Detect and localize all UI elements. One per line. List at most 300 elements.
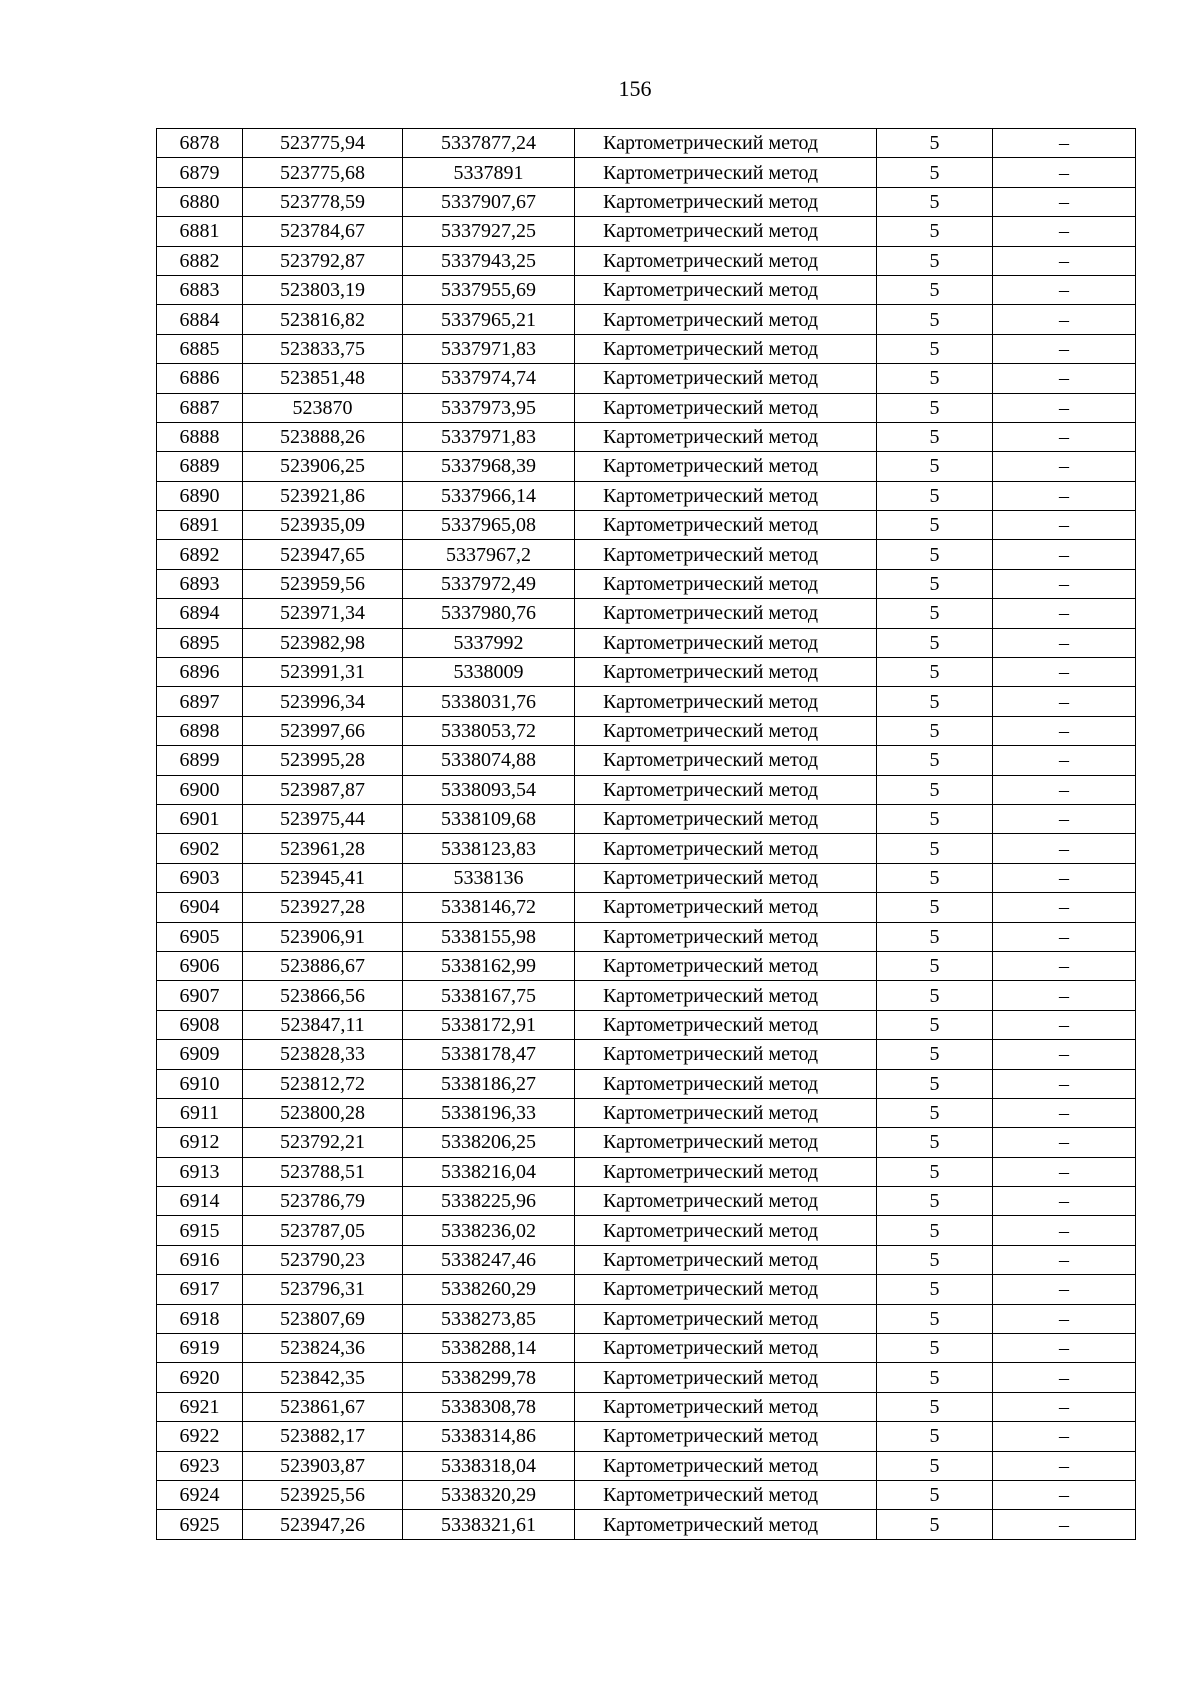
point-number-cell: 6922 bbox=[157, 1422, 243, 1451]
method-cell: Картометрический метод bbox=[575, 569, 877, 598]
x-coordinate-cell: 523945,41 bbox=[243, 863, 403, 892]
x-coordinate-cell: 523775,94 bbox=[243, 129, 403, 158]
method-cell: Картометрический метод bbox=[575, 1304, 877, 1333]
x-coordinate-cell: 523982,98 bbox=[243, 628, 403, 657]
method-cell: Картометрический метод bbox=[575, 951, 877, 980]
point-number-cell: 6914 bbox=[157, 1187, 243, 1216]
method-cell: Картометрический метод bbox=[575, 1040, 877, 1069]
x-coordinate-cell: 523778,59 bbox=[243, 187, 403, 216]
x-coordinate-cell: 523921,86 bbox=[243, 481, 403, 510]
x-coordinate-cell: 523888,26 bbox=[243, 422, 403, 451]
table-row bbox=[157, 1334, 1136, 1363]
x-coordinate-cell: 523786,79 bbox=[243, 1187, 403, 1216]
method-cell: Картометрический метод bbox=[575, 1245, 877, 1274]
method-cell: Картометрический метод bbox=[575, 217, 877, 246]
note-cell: – bbox=[993, 305, 1136, 334]
y-coordinate-cell: 5337973,95 bbox=[403, 393, 575, 422]
y-coordinate-cell: 5337980,76 bbox=[403, 599, 575, 628]
method-cell: Картометрический метод bbox=[575, 305, 877, 334]
note-cell: – bbox=[993, 1157, 1136, 1186]
note-cell: – bbox=[993, 364, 1136, 393]
table-row bbox=[157, 393, 1136, 422]
note-cell: – bbox=[993, 1275, 1136, 1304]
note-cell: – bbox=[993, 481, 1136, 510]
table-row bbox=[157, 1480, 1136, 1509]
note-cell: – bbox=[993, 628, 1136, 657]
point-number-cell: 6925 bbox=[157, 1510, 243, 1539]
note-cell: – bbox=[993, 1392, 1136, 1421]
point-number-cell: 6884 bbox=[157, 305, 243, 334]
accuracy-cell: 5 bbox=[877, 1275, 993, 1304]
accuracy-cell: 5 bbox=[877, 129, 993, 158]
x-coordinate-cell: 523975,44 bbox=[243, 804, 403, 833]
method-cell: Картометрический метод bbox=[575, 599, 877, 628]
x-coordinate-cell: 523903,87 bbox=[243, 1451, 403, 1480]
point-number-cell: 6899 bbox=[157, 746, 243, 775]
accuracy-cell: 5 bbox=[877, 1010, 993, 1039]
accuracy-cell: 5 bbox=[877, 334, 993, 363]
note-cell: – bbox=[993, 129, 1136, 158]
table-row bbox=[157, 804, 1136, 833]
y-coordinate-cell: 5337877,24 bbox=[403, 129, 575, 158]
method-cell: Картометрический метод bbox=[575, 775, 877, 804]
table-row bbox=[157, 687, 1136, 716]
y-coordinate-cell: 5337965,21 bbox=[403, 305, 575, 334]
x-coordinate-cell: 523807,69 bbox=[243, 1304, 403, 1333]
x-coordinate-cell: 523816,82 bbox=[243, 305, 403, 334]
x-coordinate-cell: 523842,35 bbox=[243, 1363, 403, 1392]
accuracy-cell: 5 bbox=[877, 951, 993, 980]
point-number-cell: 6887 bbox=[157, 393, 243, 422]
y-coordinate-cell: 5337891 bbox=[403, 158, 575, 187]
point-number-cell: 6912 bbox=[157, 1128, 243, 1157]
accuracy-cell: 5 bbox=[877, 1069, 993, 1098]
table-row bbox=[157, 951, 1136, 980]
accuracy-cell: 5 bbox=[877, 834, 993, 863]
table-row bbox=[157, 834, 1136, 863]
point-number-cell: 6894 bbox=[157, 599, 243, 628]
y-coordinate-cell: 5338318,04 bbox=[403, 1451, 575, 1480]
table-row bbox=[157, 1510, 1136, 1539]
point-number-cell: 6920 bbox=[157, 1363, 243, 1392]
note-cell: – bbox=[993, 746, 1136, 775]
method-cell: Картометрический метод bbox=[575, 393, 877, 422]
point-number-cell: 6917 bbox=[157, 1275, 243, 1304]
table-row bbox=[157, 1304, 1136, 1333]
method-cell: Картометрический метод bbox=[575, 1128, 877, 1157]
table-row bbox=[157, 187, 1136, 216]
table-row bbox=[157, 922, 1136, 951]
point-number-cell: 6915 bbox=[157, 1216, 243, 1245]
point-number-cell: 6900 bbox=[157, 775, 243, 804]
method-cell: Картометрический метод bbox=[575, 452, 877, 481]
accuracy-cell: 5 bbox=[877, 716, 993, 745]
method-cell: Картометрический метод bbox=[575, 922, 877, 951]
y-coordinate-cell: 5338288,14 bbox=[403, 1334, 575, 1363]
method-cell: Картометрический метод bbox=[575, 187, 877, 216]
note-cell: – bbox=[993, 422, 1136, 451]
point-number-cell: 6893 bbox=[157, 569, 243, 598]
point-number-cell: 6889 bbox=[157, 452, 243, 481]
point-number-cell: 6878 bbox=[157, 129, 243, 158]
table-row bbox=[157, 246, 1136, 275]
note-cell: – bbox=[993, 1040, 1136, 1069]
point-number-cell: 6904 bbox=[157, 893, 243, 922]
accuracy-cell: 5 bbox=[877, 658, 993, 687]
accuracy-cell: 5 bbox=[877, 511, 993, 540]
table-row bbox=[157, 364, 1136, 393]
point-number-cell: 6885 bbox=[157, 334, 243, 363]
table-row bbox=[157, 1187, 1136, 1216]
point-number-cell: 6921 bbox=[157, 1392, 243, 1421]
y-coordinate-cell: 5338123,83 bbox=[403, 834, 575, 863]
y-coordinate-cell: 5338172,91 bbox=[403, 1010, 575, 1039]
point-number-cell: 6903 bbox=[157, 863, 243, 892]
method-cell: Картометрический метод bbox=[575, 1451, 877, 1480]
table-row bbox=[157, 275, 1136, 304]
y-coordinate-cell: 5337992 bbox=[403, 628, 575, 657]
y-coordinate-cell: 5337955,69 bbox=[403, 275, 575, 304]
note-cell: – bbox=[993, 452, 1136, 481]
method-cell: Картометрический метод bbox=[575, 746, 877, 775]
method-cell: Картометрический метод bbox=[575, 1422, 877, 1451]
accuracy-cell: 5 bbox=[877, 863, 993, 892]
note-cell: – bbox=[993, 1069, 1136, 1098]
accuracy-cell: 5 bbox=[877, 1334, 993, 1363]
method-cell: Картометрический метод bbox=[575, 1363, 877, 1392]
y-coordinate-cell: 5338053,72 bbox=[403, 716, 575, 745]
point-number-cell: 6881 bbox=[157, 217, 243, 246]
y-coordinate-cell: 5338299,78 bbox=[403, 1363, 575, 1392]
method-cell: Картометрический метод bbox=[575, 893, 877, 922]
y-coordinate-cell: 5338236,02 bbox=[403, 1216, 575, 1245]
method-cell: Картометрический метод bbox=[575, 158, 877, 187]
point-number-cell: 6907 bbox=[157, 981, 243, 1010]
method-cell: Картометрический метод bbox=[575, 1392, 877, 1421]
table-row bbox=[157, 511, 1136, 540]
note-cell: – bbox=[993, 1216, 1136, 1245]
table-row bbox=[157, 716, 1136, 745]
y-coordinate-cell: 5338320,29 bbox=[403, 1480, 575, 1509]
note-cell: – bbox=[993, 334, 1136, 363]
method-cell: Картометрический метод bbox=[575, 628, 877, 657]
method-cell: Картометрический метод bbox=[575, 481, 877, 510]
x-coordinate-cell: 523947,65 bbox=[243, 540, 403, 569]
accuracy-cell: 5 bbox=[877, 1216, 993, 1245]
table-row bbox=[157, 334, 1136, 363]
accuracy-cell: 5 bbox=[877, 1187, 993, 1216]
point-number-cell: 6890 bbox=[157, 481, 243, 510]
accuracy-cell: 5 bbox=[877, 1392, 993, 1421]
y-coordinate-cell: 5338093,54 bbox=[403, 775, 575, 804]
accuracy-cell: 5 bbox=[877, 599, 993, 628]
x-coordinate-cell: 523775,68 bbox=[243, 158, 403, 187]
table-row bbox=[157, 1128, 1136, 1157]
method-cell: Картометрический метод bbox=[575, 1157, 877, 1186]
y-coordinate-cell: 5338155,98 bbox=[403, 922, 575, 951]
point-number-cell: 6891 bbox=[157, 511, 243, 540]
note-cell: – bbox=[993, 804, 1136, 833]
page-number: 156 bbox=[618, 76, 652, 101]
x-coordinate-cell: 523812,72 bbox=[243, 1069, 403, 1098]
x-coordinate-cell: 523803,19 bbox=[243, 275, 403, 304]
accuracy-cell: 5 bbox=[877, 746, 993, 775]
y-coordinate-cell: 5337971,83 bbox=[403, 334, 575, 363]
x-coordinate-cell: 523947,26 bbox=[243, 1510, 403, 1539]
x-coordinate-cell: 523996,34 bbox=[243, 687, 403, 716]
point-number-cell: 6916 bbox=[157, 1245, 243, 1274]
table-row bbox=[157, 658, 1136, 687]
y-coordinate-cell: 5338136 bbox=[403, 863, 575, 892]
accuracy-cell: 5 bbox=[877, 922, 993, 951]
method-cell: Картометрический метод bbox=[575, 1010, 877, 1039]
note-cell: – bbox=[993, 511, 1136, 540]
accuracy-cell: 5 bbox=[877, 364, 993, 393]
method-cell: Картометрический метод bbox=[575, 658, 877, 687]
point-number-cell: 6898 bbox=[157, 716, 243, 745]
accuracy-cell: 5 bbox=[877, 1098, 993, 1127]
table-row bbox=[157, 1245, 1136, 1274]
table-row bbox=[157, 1216, 1136, 1245]
note-cell: – bbox=[993, 1451, 1136, 1480]
y-coordinate-cell: 5338260,29 bbox=[403, 1275, 575, 1304]
table-row bbox=[157, 599, 1136, 628]
note-cell: – bbox=[993, 1422, 1136, 1451]
note-cell: – bbox=[993, 834, 1136, 863]
y-coordinate-cell: 5338162,99 bbox=[403, 951, 575, 980]
accuracy-cell: 5 bbox=[877, 687, 993, 716]
method-cell: Картометрический метод bbox=[575, 716, 877, 745]
method-cell: Картометрический метод bbox=[575, 540, 877, 569]
x-coordinate-cell: 523790,23 bbox=[243, 1245, 403, 1274]
note-cell: – bbox=[993, 981, 1136, 1010]
method-cell: Картометрический метод bbox=[575, 1334, 877, 1363]
x-coordinate-cell: 523796,31 bbox=[243, 1275, 403, 1304]
x-coordinate-cell: 523833,75 bbox=[243, 334, 403, 363]
x-coordinate-cell: 523787,05 bbox=[243, 1216, 403, 1245]
note-cell: – bbox=[993, 687, 1136, 716]
y-coordinate-cell: 5338247,46 bbox=[403, 1245, 575, 1274]
accuracy-cell: 5 bbox=[877, 275, 993, 304]
x-coordinate-cell: 523971,34 bbox=[243, 599, 403, 628]
y-coordinate-cell: 5337972,49 bbox=[403, 569, 575, 598]
point-number-cell: 6895 bbox=[157, 628, 243, 657]
point-number-cell: 6882 bbox=[157, 246, 243, 275]
point-number-cell: 6880 bbox=[157, 187, 243, 216]
table-row bbox=[157, 1069, 1136, 1098]
x-coordinate-cell: 523987,87 bbox=[243, 775, 403, 804]
x-coordinate-cell: 523792,87 bbox=[243, 246, 403, 275]
point-number-cell: 6913 bbox=[157, 1157, 243, 1186]
accuracy-cell: 5 bbox=[877, 1245, 993, 1274]
accuracy-cell: 5 bbox=[877, 804, 993, 833]
point-number-cell: 6896 bbox=[157, 658, 243, 687]
x-coordinate-cell: 523866,56 bbox=[243, 981, 403, 1010]
point-number-cell: 6909 bbox=[157, 1040, 243, 1069]
x-coordinate-cell: 523792,21 bbox=[243, 1128, 403, 1157]
note-cell: – bbox=[993, 275, 1136, 304]
x-coordinate-cell: 523935,09 bbox=[243, 511, 403, 540]
x-coordinate-cell: 523847,11 bbox=[243, 1010, 403, 1039]
y-coordinate-cell: 5338216,04 bbox=[403, 1157, 575, 1186]
y-coordinate-cell: 5338314,86 bbox=[403, 1422, 575, 1451]
method-cell: Картометрический метод bbox=[575, 422, 877, 451]
accuracy-cell: 5 bbox=[877, 187, 993, 216]
point-number-cell: 6919 bbox=[157, 1334, 243, 1363]
x-coordinate-cell: 523882,17 bbox=[243, 1422, 403, 1451]
table-row bbox=[157, 540, 1136, 569]
y-coordinate-cell: 5337971,83 bbox=[403, 422, 575, 451]
y-coordinate-cell: 5338196,33 bbox=[403, 1098, 575, 1127]
table-row bbox=[157, 981, 1136, 1010]
table-row bbox=[157, 1098, 1136, 1127]
note-cell: – bbox=[993, 658, 1136, 687]
note-cell: – bbox=[993, 1510, 1136, 1539]
coordinates-table-body bbox=[157, 129, 1136, 1540]
note-cell: – bbox=[993, 569, 1136, 598]
table-row bbox=[157, 1040, 1136, 1069]
note-cell: – bbox=[993, 1334, 1136, 1363]
method-cell: Картометрический метод bbox=[575, 1069, 877, 1098]
note-cell: – bbox=[993, 716, 1136, 745]
x-coordinate-cell: 523788,51 bbox=[243, 1157, 403, 1186]
method-cell: Картометрический метод bbox=[575, 1187, 877, 1216]
method-cell: Картометрический метод bbox=[575, 1098, 877, 1127]
method-cell: Картометрический метод bbox=[575, 981, 877, 1010]
y-coordinate-cell: 5338009 bbox=[403, 658, 575, 687]
note-cell: – bbox=[993, 1187, 1136, 1216]
table-row bbox=[157, 893, 1136, 922]
accuracy-cell: 5 bbox=[877, 1128, 993, 1157]
table-row bbox=[157, 217, 1136, 246]
x-coordinate-cell: 523870 bbox=[243, 393, 403, 422]
method-cell: Картометрический метод bbox=[575, 275, 877, 304]
accuracy-cell: 5 bbox=[877, 305, 993, 334]
y-coordinate-cell: 5338109,68 bbox=[403, 804, 575, 833]
note-cell: – bbox=[993, 951, 1136, 980]
x-coordinate-cell: 523927,28 bbox=[243, 893, 403, 922]
point-number-cell: 6897 bbox=[157, 687, 243, 716]
y-coordinate-cell: 5338178,47 bbox=[403, 1040, 575, 1069]
accuracy-cell: 5 bbox=[877, 1451, 993, 1480]
method-cell: Картометрический метод bbox=[575, 804, 877, 833]
accuracy-cell: 5 bbox=[877, 775, 993, 804]
x-coordinate-cell: 523995,28 bbox=[243, 746, 403, 775]
table-row bbox=[157, 129, 1136, 158]
table-row bbox=[157, 1451, 1136, 1480]
point-number-cell: 6910 bbox=[157, 1069, 243, 1098]
method-cell: Картометрический метод bbox=[575, 129, 877, 158]
point-number-cell: 6886 bbox=[157, 364, 243, 393]
table-row bbox=[157, 452, 1136, 481]
note-cell: – bbox=[993, 1363, 1136, 1392]
point-number-cell: 6908 bbox=[157, 1010, 243, 1039]
accuracy-cell: 5 bbox=[877, 1363, 993, 1392]
table-row bbox=[157, 1363, 1136, 1392]
x-coordinate-cell: 523961,28 bbox=[243, 834, 403, 863]
x-coordinate-cell: 523861,67 bbox=[243, 1392, 403, 1421]
y-coordinate-cell: 5337943,25 bbox=[403, 246, 575, 275]
note-cell: – bbox=[993, 775, 1136, 804]
accuracy-cell: 5 bbox=[877, 158, 993, 187]
point-number-cell: 6879 bbox=[157, 158, 243, 187]
point-number-cell: 6923 bbox=[157, 1451, 243, 1480]
x-coordinate-cell: 523800,28 bbox=[243, 1098, 403, 1127]
note-cell: – bbox=[993, 540, 1136, 569]
note-cell: – bbox=[993, 599, 1136, 628]
y-coordinate-cell: 5337927,25 bbox=[403, 217, 575, 246]
accuracy-cell: 5 bbox=[877, 1157, 993, 1186]
table-row bbox=[157, 863, 1136, 892]
x-coordinate-cell: 523997,66 bbox=[243, 716, 403, 745]
x-coordinate-cell: 523959,56 bbox=[243, 569, 403, 598]
table-row bbox=[157, 1010, 1136, 1039]
point-number-cell: 6902 bbox=[157, 834, 243, 863]
accuracy-cell: 5 bbox=[877, 452, 993, 481]
table-row bbox=[157, 1392, 1136, 1421]
point-number-cell: 6918 bbox=[157, 1304, 243, 1333]
y-coordinate-cell: 5338321,61 bbox=[403, 1510, 575, 1539]
y-coordinate-cell: 5338206,25 bbox=[403, 1128, 575, 1157]
y-coordinate-cell: 5338146,72 bbox=[403, 893, 575, 922]
note-cell: – bbox=[993, 246, 1136, 275]
note-cell: – bbox=[993, 187, 1136, 216]
table-row bbox=[157, 481, 1136, 510]
y-coordinate-cell: 5337965,08 bbox=[403, 511, 575, 540]
y-coordinate-cell: 5337967,2 bbox=[403, 540, 575, 569]
point-number-cell: 6892 bbox=[157, 540, 243, 569]
point-number-cell: 6901 bbox=[157, 804, 243, 833]
x-coordinate-cell: 523851,48 bbox=[243, 364, 403, 393]
method-cell: Картометрический метод bbox=[575, 834, 877, 863]
table-row bbox=[157, 1157, 1136, 1186]
table-row bbox=[157, 746, 1136, 775]
table-row bbox=[157, 158, 1136, 187]
note-cell: – bbox=[993, 393, 1136, 422]
accuracy-cell: 5 bbox=[877, 393, 993, 422]
point-number-cell: 6906 bbox=[157, 951, 243, 980]
method-cell: Картометрический метод bbox=[575, 1510, 877, 1539]
accuracy-cell: 5 bbox=[877, 1304, 993, 1333]
point-number-cell: 6911 bbox=[157, 1098, 243, 1127]
x-coordinate-cell: 523828,33 bbox=[243, 1040, 403, 1069]
note-cell: – bbox=[993, 1480, 1136, 1509]
accuracy-cell: 5 bbox=[877, 893, 993, 922]
table-row bbox=[157, 1275, 1136, 1304]
note-cell: – bbox=[993, 863, 1136, 892]
note-cell: – bbox=[993, 1098, 1136, 1127]
table-row bbox=[157, 628, 1136, 657]
point-number-cell: 6905 bbox=[157, 922, 243, 951]
accuracy-cell: 5 bbox=[877, 1480, 993, 1509]
method-cell: Картометрический метод bbox=[575, 687, 877, 716]
accuracy-cell: 5 bbox=[877, 569, 993, 598]
coordinates-table bbox=[156, 128, 1136, 1540]
y-coordinate-cell: 5338273,85 bbox=[403, 1304, 575, 1333]
point-number-cell: 6883 bbox=[157, 275, 243, 304]
method-cell: Картометрический метод bbox=[575, 1480, 877, 1509]
accuracy-cell: 5 bbox=[877, 628, 993, 657]
note-cell: – bbox=[993, 1245, 1136, 1274]
point-number-cell: 6888 bbox=[157, 422, 243, 451]
method-cell: Картометрический метод bbox=[575, 1216, 877, 1245]
x-coordinate-cell: 523925,56 bbox=[243, 1480, 403, 1509]
accuracy-cell: 5 bbox=[877, 422, 993, 451]
accuracy-cell: 5 bbox=[877, 1040, 993, 1069]
y-coordinate-cell: 5337907,67 bbox=[403, 187, 575, 216]
note-cell: – bbox=[993, 1010, 1136, 1039]
y-coordinate-cell: 5337968,39 bbox=[403, 452, 575, 481]
